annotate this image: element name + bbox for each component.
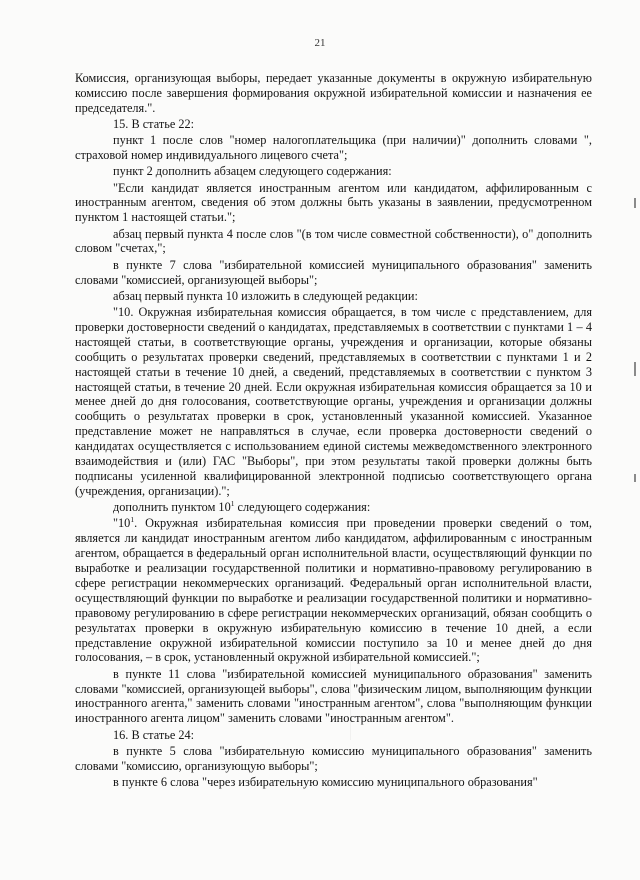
paragraph: "Если кандидат является иностранным агентом или кандидатом, аффилированным с иностранным агентом, сведения об этом должны быть указаны в заявлении, предусмотренном пунктом 1 настоящей статьи."; <box>75 180 592 225</box>
paragraph: в пункте 11 слова "избирательной комиссией муниципального образования" заменить словами "комиссией, организующей выборы", слова "физическим лицом, выполняющим функции иностранного агента," заменить словами "иностранным агентом", слова "выполняющим функции иностранного агента лицом" заменить словами "иностранным агентом". <box>75 666 592 726</box>
paragraph: в пункте 7 слова "избирательной комиссией муниципального образования" заменить словами "комиссией, организующей выборы"; <box>75 257 592 287</box>
superscript: 1 <box>130 515 135 525</box>
paragraph: в пункте 5 слова "избирательную комиссию муниципального образования" заменить словами "комиссию, организующую выборы"; <box>75 743 592 773</box>
paragraph: в пункте 6 слова "через избирательную комиссию муниципального образования" <box>113 774 538 789</box>
paragraph-quote <box>75 516 592 665</box>
superscript: 1 <box>230 499 235 509</box>
addition-text-end: следующего содержания: <box>234 500 371 515</box>
scan-mark <box>634 474 636 482</box>
scan-mark <box>634 198 636 208</box>
section-heading: 15. В статье 22: <box>113 117 195 132</box>
section-heading: 16. В статье 24: <box>113 727 195 742</box>
document-body <box>75 71 592 791</box>
paragraph: пункт 1 после слов "номер налогоплательщика (при наличии)" дополнить словами ", страховой номер индивидуального лицевого счета"; <box>75 133 592 163</box>
paragraph: Комиссия, организующая выборы, передает указанные документы в окружную избирательную комиссию после завершения формирования окружной избирательной комиссии и назначения ее председателя.". <box>75 71 592 115</box>
scan-artifact <box>350 520 351 740</box>
addition-text: дополнить пунктом 10 <box>113 500 231 515</box>
paragraph: абзац первый пункта 4 после слов "(в том числе совместной собственности), о" дополнить словом "счетах,"; <box>75 226 592 256</box>
paragraph: пункт 2 дополнить абзацем следующего содержания: <box>113 164 392 179</box>
page-number: 21 <box>314 37 326 49</box>
quote-lead: "10 <box>113 516 131 531</box>
paragraph: "10. Окружная избирательная комиссия обращается, в том числе с представлением, для проверки достоверности сведений о кандидатах, представляемых в соответствии с пунктами 1 – 4 настоящей статьи, в соответствующие органы, учреждения и организации, которые обязаны сообщить о результатах проверки сведений, представляемых в соответствии с пунктами 1 и 2 настоящей статьи в течение 10 дней, а сведений, представляемых в соответствии с пунктом 3 настоящей статьи, в течение 20 дней. Если окружная избирательная комиссия обращается за 10 и менее дней до дня голосования, соответствующие органы, учреждения и организации должны сообщить о результатах проверки в срок, установленный указанной комиссией. Указанное представление может не направляться в случае, если проверка достоверности сведений о кандидатах осуществляется с использованием единой системы межведомственного электронного взаимодействия и (или) ГАС "Выборы", при этом результаты такой проверки должны быть подписаны усиленной квалифицированной электронной подписью соответствующего органа (учреждения, организации)."; <box>75 304 592 498</box>
scan-mark <box>634 362 636 376</box>
quote-rest: . Окружная избирательная комиссия при проведении проверки сведений о том, является ли кандидат иностранным агентом либо кандидатом, аффилированным с иностранным агентом, обращается в федеральный орган исполнительной власти, осуществляющий функции по выработке и реализации государственной политики и нормативно-правовому регулированию в сфере регистрации некоммерческих организаций. Федеральный орган исполнительной власти, осуществляющий функции по выработке и реализации государственной политики и нормативно-правовому регулированию в сфере регистрации некоммерческих организаций, обязан сообщить о результатах проверки в окружную избирательную комиссию в течение 10 дней, а если представление окружной избирательной комиссии поступило за 10 и менее дней до дня голосования, – в срок, установленный окружной избирательной комиссией."; <box>75 516 592 665</box>
paragraph-addition <box>75 500 592 515</box>
paragraph: абзац первый пункта 10 изложить в следующей редакции: <box>113 288 418 303</box>
